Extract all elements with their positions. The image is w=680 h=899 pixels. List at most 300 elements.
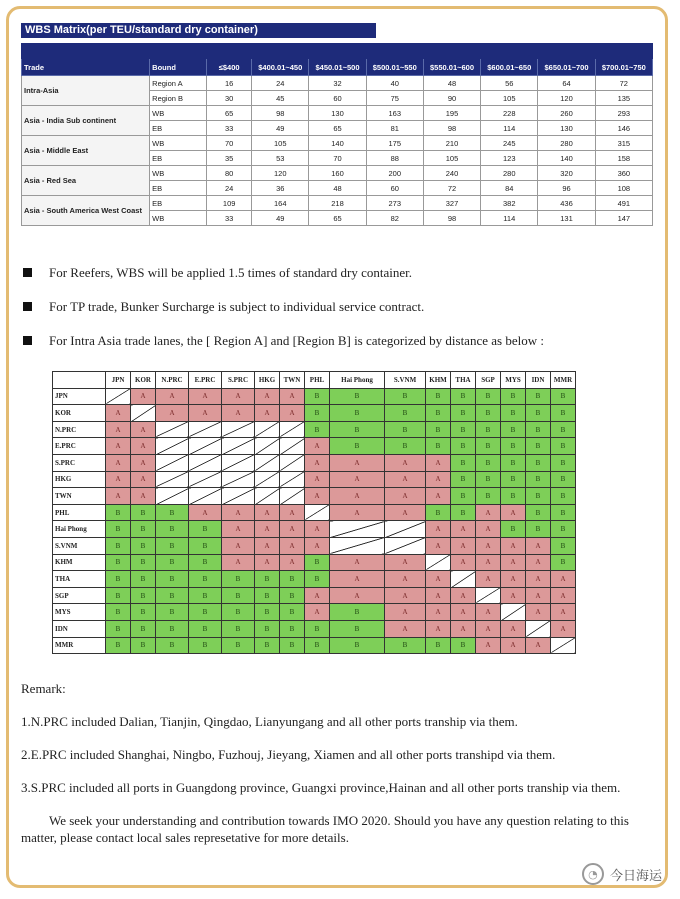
region-b-cell: B — [106, 504, 131, 521]
matrix-column-header: JPN — [106, 372, 131, 389]
region-a-cell: A — [426, 571, 451, 588]
surcharge-cell: 81 — [366, 121, 423, 136]
diagonal-blank-cell — [551, 637, 576, 654]
matrix-column-header: N.PRC — [156, 372, 189, 389]
surcharge-cell: 210 — [423, 136, 480, 151]
matrix-column-header: KOR — [131, 372, 156, 389]
region-b-cell: B — [222, 587, 255, 604]
matrix-row — [53, 488, 576, 505]
surcharge-cell: 123 — [481, 151, 538, 166]
remarks-section — [21, 680, 661, 846]
region-b-cell: B — [131, 537, 156, 554]
matrix-column-header: PHL — [305, 372, 330, 389]
region-b-cell: B — [255, 571, 280, 588]
region-a-cell: A — [222, 388, 255, 405]
region-b-cell: B — [131, 504, 156, 521]
region-b-cell: B — [551, 554, 576, 571]
diagonal-blank-cell — [222, 454, 255, 471]
remark-item: 1.N.PRC included Dalian, Tianjin, Qingdao, Lianyungang and all other ports tranship via them. — [21, 714, 518, 729]
surcharge-cell: 36 — [252, 181, 309, 196]
region-b-cell: B — [156, 604, 189, 621]
region-b-cell: B — [131, 554, 156, 571]
region-b-cell: B — [305, 388, 330, 405]
surcharge-cell: 280 — [538, 136, 595, 151]
region-a-cell: A — [106, 405, 131, 422]
region-a-cell: A — [476, 571, 501, 588]
matrix-column-header: E.PRC — [189, 372, 222, 389]
region-b-cell: B — [305, 637, 330, 654]
header-band-cell — [538, 44, 595, 59]
region-a-cell: A — [280, 537, 305, 554]
trade-cell: Intra-Asia — [22, 76, 150, 106]
region-a-cell: A — [131, 454, 156, 471]
matrix-row — [53, 421, 576, 438]
region-a-cell: A — [501, 504, 526, 521]
region-a-cell: A — [330, 504, 385, 521]
region-b-cell: B — [305, 620, 330, 637]
region-a-cell: A — [222, 537, 255, 554]
region-b-cell: B — [451, 454, 476, 471]
bound-cell: WB — [150, 211, 207, 226]
diagonal-blank-cell — [385, 537, 426, 554]
diagonal-blank-cell — [189, 488, 222, 505]
region-b-cell: B — [385, 637, 426, 654]
matrix-row — [53, 405, 576, 422]
diagonal-blank-cell — [280, 454, 305, 471]
region-b-cell: B — [526, 438, 551, 455]
surcharge-cell: 260 — [538, 106, 595, 121]
surcharge-cell: 60 — [309, 91, 366, 106]
region-a-cell: A — [501, 637, 526, 654]
surcharge-cell: 64 — [538, 76, 595, 91]
surcharge-cell: 70 — [207, 136, 252, 151]
surcharge-cell: 72 — [595, 76, 652, 91]
wbs-column-header: $550.01~600 — [423, 59, 480, 76]
region-b-cell: B — [426, 388, 451, 405]
region-a-cell: A — [106, 421, 131, 438]
region-b-cell: B — [106, 571, 131, 588]
region-b-cell: B — [156, 554, 189, 571]
bound-cell: Region B — [150, 91, 207, 106]
region-a-cell: A — [305, 488, 330, 505]
region-b-cell: B — [476, 405, 501, 422]
surcharge-cell: 327 — [423, 196, 480, 211]
surcharge-cell: 360 — [595, 166, 652, 181]
region-a-cell: A — [222, 504, 255, 521]
region-a-cell: A — [330, 471, 385, 488]
matrix-row-header: TWN — [53, 488, 106, 505]
region-a-cell: A — [330, 454, 385, 471]
region-b-cell: B — [189, 620, 222, 637]
diagonal-blank-cell — [106, 388, 131, 405]
surcharge-cell: 105 — [481, 91, 538, 106]
diagonal-blank-cell — [280, 438, 305, 455]
region-b-cell: B — [222, 620, 255, 637]
surcharge-cell: 105 — [252, 136, 309, 151]
matrix-row-header: KHM — [53, 554, 106, 571]
region-a-cell: A — [551, 587, 576, 604]
region-a-cell: A — [131, 471, 156, 488]
region-a-cell: A — [385, 471, 426, 488]
matrix-corner — [53, 372, 106, 389]
region-b-cell: B — [305, 405, 330, 422]
region-b-cell: B — [451, 405, 476, 422]
region-b-cell: B — [280, 620, 305, 637]
surcharge-cell: 98 — [423, 211, 480, 226]
intra-asia-region-matrix — [52, 371, 576, 654]
square-bullet-icon — [23, 336, 32, 345]
surcharge-cell: 49 — [252, 211, 309, 226]
surcharge-cell: 130 — [538, 121, 595, 136]
surcharge-cell: 240 — [423, 166, 480, 181]
trade-cell: Asia - India Sub continent — [22, 106, 150, 136]
table-row — [22, 76, 653, 91]
diagonal-blank-cell — [330, 537, 385, 554]
diagonal-blank-cell — [156, 438, 189, 455]
surcharge-cell: 96 — [538, 181, 595, 196]
matrix-row — [53, 438, 576, 455]
region-a-cell: A — [385, 587, 426, 604]
square-bullet-icon — [23, 302, 32, 311]
region-a-cell: A — [385, 504, 426, 521]
region-a-cell: A — [476, 604, 501, 621]
matrix-row-header: KOR — [53, 405, 106, 422]
header-band-cell — [366, 44, 423, 59]
region-a-cell: A — [305, 471, 330, 488]
surcharge-cell: 24 — [207, 181, 252, 196]
surcharge-cell: 33 — [207, 211, 252, 226]
wbs-column-header: $650.01~700 — [538, 59, 595, 76]
bullet-item — [21, 332, 661, 366]
region-a-cell: A — [451, 620, 476, 637]
region-a-cell: A — [330, 571, 385, 588]
region-b-cell: B — [131, 571, 156, 588]
surcharge-cell: 114 — [481, 211, 538, 226]
region-a-cell: A — [222, 554, 255, 571]
region-b-cell: B — [189, 604, 222, 621]
region-a-cell: A — [106, 438, 131, 455]
region-a-cell: A — [385, 454, 426, 471]
region-b-cell: B — [551, 521, 576, 538]
wbs-column-header: ≤$400 — [207, 59, 252, 76]
surcharge-cell: 45 — [252, 91, 309, 106]
region-b-cell: B — [476, 421, 501, 438]
region-b-cell: B — [156, 637, 189, 654]
region-a-cell: A — [526, 571, 551, 588]
surcharge-cell: 82 — [366, 211, 423, 226]
region-b-cell: B — [280, 571, 305, 588]
diagonal-blank-cell — [222, 471, 255, 488]
matrix-row-header: IDN — [53, 620, 106, 637]
region-b-cell: B — [131, 521, 156, 538]
region-b-cell: B — [330, 438, 385, 455]
region-a-cell: A — [476, 521, 501, 538]
region-b-cell: B — [330, 637, 385, 654]
diagonal-blank-cell — [501, 604, 526, 621]
region-a-cell: A — [526, 554, 551, 571]
table-row — [22, 196, 653, 211]
bullet-text: For TP trade, Bunker Surcharge is subject to individual service contract. — [49, 299, 425, 314]
region-a-cell: A — [189, 405, 222, 422]
region-a-cell: A — [551, 620, 576, 637]
region-b-cell: B — [305, 571, 330, 588]
diagonal-blank-cell — [280, 471, 305, 488]
trade-cell: Asia - Red Sea — [22, 166, 150, 196]
region-b-cell: B — [385, 438, 426, 455]
surcharge-cell: 135 — [595, 91, 652, 106]
header-band-cell — [595, 44, 652, 59]
surcharge-cell: 163 — [366, 106, 423, 121]
surcharge-cell: 105 — [423, 151, 480, 166]
matrix-row-header: S.VNM — [53, 537, 106, 554]
remark-item: 3.S.PRC included all ports in Guangdong province, Guangxi province,Hainan and all other ports tranship via them. — [21, 780, 621, 795]
region-b-cell: B — [551, 421, 576, 438]
region-a-cell: A — [451, 537, 476, 554]
region-a-cell: A — [156, 405, 189, 422]
diagonal-blank-cell — [255, 454, 280, 471]
region-b-cell: B — [451, 504, 476, 521]
region-b-cell: B — [255, 620, 280, 637]
remarks-title: Remark: — [21, 681, 66, 696]
surcharge-cell: 120 — [538, 91, 595, 106]
region-b-cell: B — [551, 405, 576, 422]
region-a-cell: A — [305, 537, 330, 554]
region-b-cell: B — [385, 405, 426, 422]
surcharge-cell: 65 — [207, 106, 252, 121]
region-b-cell: B — [330, 604, 385, 621]
matrix-column-header: MYS — [501, 372, 526, 389]
square-bullet-icon — [23, 268, 32, 277]
region-a-cell: A — [305, 604, 330, 621]
region-a-cell: A — [189, 388, 222, 405]
region-b-cell: B — [501, 488, 526, 505]
surcharge-cell: 24 — [252, 76, 309, 91]
region-b-cell: B — [476, 388, 501, 405]
diagonal-blank-cell — [255, 471, 280, 488]
region-a-cell: A — [501, 537, 526, 554]
region-a-cell: A — [526, 587, 551, 604]
region-b-cell: B — [426, 438, 451, 455]
header-band-cell — [252, 44, 309, 59]
diagonal-blank-cell — [222, 421, 255, 438]
region-b-cell: B — [451, 488, 476, 505]
diagonal-blank-cell — [280, 421, 305, 438]
surcharge-cell: 65 — [309, 121, 366, 136]
surcharge-cell: 245 — [481, 136, 538, 151]
matrix-row — [53, 388, 576, 405]
surcharge-cell: 436 — [538, 196, 595, 211]
region-a-cell: A — [330, 587, 385, 604]
matrix-row — [53, 554, 576, 571]
surcharge-cell: 48 — [423, 76, 480, 91]
surcharge-cell: 98 — [423, 121, 480, 136]
region-a-cell: A — [476, 554, 501, 571]
surcharge-cell: 147 — [595, 211, 652, 226]
bound-cell: WB — [150, 106, 207, 121]
bullet-item — [21, 298, 661, 332]
region-b-cell: B — [501, 521, 526, 538]
region-a-cell: A — [255, 504, 280, 521]
region-a-cell: A — [131, 488, 156, 505]
region-b-cell: B — [476, 471, 501, 488]
region-b-cell: B — [156, 537, 189, 554]
region-b-cell: B — [451, 388, 476, 405]
matrix-row-header: SGP — [53, 587, 106, 604]
surcharge-cell: 228 — [481, 106, 538, 121]
region-b-cell: B — [156, 504, 189, 521]
matrix-column-header: S.PRC — [222, 372, 255, 389]
diagonal-blank-cell — [426, 554, 451, 571]
region-b-cell: B — [156, 620, 189, 637]
matrix-row — [53, 637, 576, 654]
header-band-cell — [150, 44, 207, 59]
region-a-cell: A — [526, 604, 551, 621]
region-a-cell: A — [526, 537, 551, 554]
wbs-column-header: Bound — [150, 59, 207, 76]
matrix-row — [53, 604, 576, 621]
wbs-matrix-title: WBS Matrix(per TEU/standard dry container) — [21, 23, 376, 38]
surcharge-cell: 131 — [538, 211, 595, 226]
bound-cell: Region A — [150, 76, 207, 91]
surcharge-cell: 195 — [423, 106, 480, 121]
diagonal-blank-cell — [156, 421, 189, 438]
region-b-cell: B — [189, 587, 222, 604]
region-b-cell: B — [501, 438, 526, 455]
matrix-row-header: MYS — [53, 604, 106, 621]
matrix-column-header: TWN — [280, 372, 305, 389]
region-a-cell: A — [189, 504, 222, 521]
region-b-cell: B — [426, 504, 451, 521]
region-a-cell: A — [451, 521, 476, 538]
watermark-text: 今日海运 — [609, 868, 662, 884]
region-b-cell: B — [451, 637, 476, 654]
region-a-cell: A — [255, 388, 280, 405]
region-a-cell: A — [476, 620, 501, 637]
surcharge-cell: 53 — [252, 151, 309, 166]
diagonal-blank-cell — [330, 521, 385, 538]
bullet-list — [21, 264, 661, 366]
header-band-cell — [423, 44, 480, 59]
header-band-cell — [481, 44, 538, 59]
region-a-cell: A — [501, 554, 526, 571]
surcharge-cell: 164 — [252, 196, 309, 211]
surcharge-cell: 108 — [595, 181, 652, 196]
matrix-row — [53, 587, 576, 604]
region-a-cell: A — [476, 637, 501, 654]
surcharge-cell: 114 — [481, 121, 538, 136]
region-a-cell: A — [426, 521, 451, 538]
region-b-cell: B — [330, 421, 385, 438]
region-a-cell: A — [501, 571, 526, 588]
surcharge-cell: 158 — [595, 151, 652, 166]
surcharge-cell: 146 — [595, 121, 652, 136]
region-b-cell: B — [501, 405, 526, 422]
remark-item: 2.E.PRC included Shanghai, Ningbo, Fuzhouj, Jieyang, Xiamen and all other ports transhipd via them. — [21, 747, 556, 762]
diagonal-blank-cell — [189, 471, 222, 488]
header-band-cell — [22, 44, 150, 59]
region-a-cell: A — [426, 537, 451, 554]
diagonal-blank-cell — [526, 620, 551, 637]
region-b-cell: B — [156, 587, 189, 604]
surcharge-cell: 33 — [207, 121, 252, 136]
region-a-cell: A — [280, 521, 305, 538]
wbs-matrix-table — [21, 43, 653, 226]
wbs-header-row — [22, 59, 653, 76]
matrix-column-header: S.VNM — [385, 372, 426, 389]
region-b-cell: B — [131, 620, 156, 637]
matrix-row-header: Hai Phong — [53, 521, 106, 538]
bound-cell: EB — [150, 151, 207, 166]
region-b-cell: B — [501, 454, 526, 471]
diagonal-blank-cell — [305, 504, 330, 521]
diagonal-blank-cell — [189, 438, 222, 455]
region-b-cell: B — [526, 388, 551, 405]
wbs-column-header: $600.01~650 — [481, 59, 538, 76]
surcharge-cell: 273 — [366, 196, 423, 211]
region-a-cell: A — [385, 604, 426, 621]
surcharge-cell: 80 — [207, 166, 252, 181]
region-a-cell: A — [551, 571, 576, 588]
region-b-cell: B — [106, 620, 131, 637]
wechat-icon: ◔ — [582, 863, 604, 885]
region-b-cell: B — [255, 604, 280, 621]
region-a-cell: A — [305, 521, 330, 538]
region-b-cell: B — [255, 637, 280, 654]
region-b-cell: B — [330, 620, 385, 637]
diagonal-blank-cell — [156, 488, 189, 505]
bound-cell: EB — [150, 181, 207, 196]
matrix-column-header: KHM — [426, 372, 451, 389]
matrix-row-header: N.PRC — [53, 421, 106, 438]
diagonal-blank-cell — [156, 471, 189, 488]
wbs-column-header: $400.01~450 — [252, 59, 309, 76]
region-b-cell: B — [551, 454, 576, 471]
surcharge-cell: 140 — [538, 151, 595, 166]
surcharge-cell: 32 — [309, 76, 366, 91]
region-b-cell: B — [385, 388, 426, 405]
region-a-cell: A — [255, 537, 280, 554]
surcharge-cell: 98 — [252, 106, 309, 121]
region-b-cell: B — [551, 504, 576, 521]
diagonal-blank-cell — [222, 488, 255, 505]
region-a-cell: A — [280, 554, 305, 571]
diagonal-blank-cell — [156, 454, 189, 471]
matrix-row — [53, 471, 576, 488]
diagonal-blank-cell — [222, 438, 255, 455]
surcharge-cell: 65 — [309, 211, 366, 226]
region-b-cell: B — [551, 488, 576, 505]
surcharge-cell: 140 — [309, 136, 366, 151]
surcharge-cell: 88 — [366, 151, 423, 166]
diagonal-blank-cell — [280, 488, 305, 505]
matrix-row-header: JPN — [53, 388, 106, 405]
region-b-cell: B — [131, 587, 156, 604]
trade-cell: Asia - South America West Coast — [22, 196, 150, 226]
matrix-header-row — [53, 372, 576, 389]
diagonal-blank-cell — [189, 454, 222, 471]
region-b-cell: B — [551, 471, 576, 488]
region-b-cell: B — [189, 521, 222, 538]
region-b-cell: B — [526, 405, 551, 422]
surcharge-cell: 293 — [595, 106, 652, 121]
region-a-cell: A — [330, 488, 385, 505]
region-a-cell: A — [426, 488, 451, 505]
surcharge-cell: 48 — [309, 181, 366, 196]
region-a-cell: A — [255, 554, 280, 571]
bound-cell: EB — [150, 196, 207, 211]
region-b-cell: B — [106, 637, 131, 654]
region-b-cell: B — [131, 604, 156, 621]
